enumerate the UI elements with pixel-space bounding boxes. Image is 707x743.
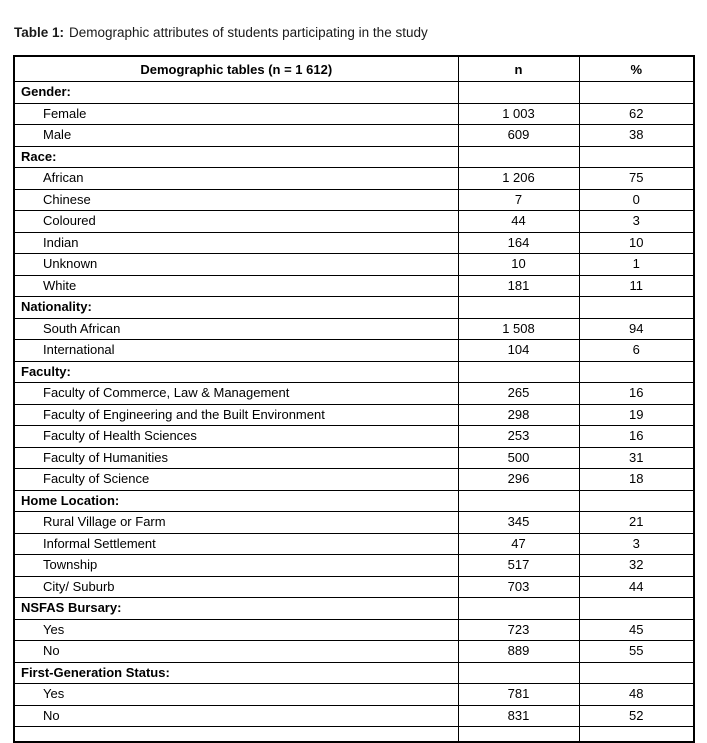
row-label: Male — [14, 125, 458, 147]
row-label: Faculty of Commerce, Law & Management — [14, 383, 458, 405]
row-label: Rural Village or Farm — [14, 512, 458, 534]
row-percent-value — [579, 490, 694, 512]
row-n-value: 1 003 — [458, 103, 579, 125]
table-body — [14, 82, 694, 743]
row-percent-value: 38 — [579, 125, 694, 147]
row-label: NSFAS Bursary: — [14, 598, 458, 620]
row-label: No — [14, 641, 458, 663]
row-n-value — [458, 490, 579, 512]
row-percent-value: 52 — [579, 705, 694, 727]
row-percent-value: 11 — [579, 275, 694, 297]
row-percent-value: 31 — [579, 447, 694, 469]
row-label: Faculty of Engineering and the Built Environment — [14, 404, 458, 426]
table-row — [14, 576, 694, 598]
table-row — [14, 705, 694, 727]
row-n-value — [458, 598, 579, 620]
table-row — [14, 684, 694, 706]
row-label: Yes — [14, 619, 458, 641]
row-n-value — [458, 727, 579, 743]
row-label: Faculty of Science — [14, 469, 458, 491]
row-percent-value: 1 — [579, 254, 694, 276]
row-n-value: 265 — [458, 383, 579, 405]
partial-clipped-row — [14, 727, 694, 743]
table-row — [14, 232, 694, 254]
row-percent-value: 62 — [579, 103, 694, 125]
table-row — [14, 533, 694, 555]
row-label: International — [14, 340, 458, 362]
row-n-value: 500 — [458, 447, 579, 469]
row-percent-value: 45 — [579, 619, 694, 641]
row-label: City/ Suburb — [14, 576, 458, 598]
row-n-value: 164 — [458, 232, 579, 254]
section-row — [14, 82, 694, 104]
row-label: Informal Settlement — [14, 533, 458, 555]
row-n-value: 831 — [458, 705, 579, 727]
row-n-value: 298 — [458, 404, 579, 426]
row-percent-value: 18 — [579, 469, 694, 491]
row-n-value — [458, 297, 579, 319]
row-percent-value: 21 — [579, 512, 694, 534]
table-row — [14, 426, 694, 448]
table-row — [14, 168, 694, 190]
column-header-n: n — [458, 56, 579, 82]
row-label: Race: — [14, 146, 458, 168]
row-percent-value: 32 — [579, 555, 694, 577]
row-n-value: 7 — [458, 189, 579, 211]
row-label: Female — [14, 103, 458, 125]
table-row — [14, 103, 694, 125]
row-label: Indian — [14, 232, 458, 254]
table-row — [14, 469, 694, 491]
row-percent-value: 94 — [579, 318, 694, 340]
row-label: Home Location: — [14, 490, 458, 512]
row-percent-value: 55 — [579, 641, 694, 663]
row-n-value — [458, 146, 579, 168]
row-n-value: 47 — [458, 533, 579, 555]
row-label: Township — [14, 555, 458, 577]
table-row — [14, 125, 694, 147]
row-label: Chinese — [14, 189, 458, 211]
row-label: South African — [14, 318, 458, 340]
row-label: Unknown — [14, 254, 458, 276]
row-percent-value — [579, 361, 694, 383]
table-row — [14, 318, 694, 340]
row-percent-value: 3 — [579, 211, 694, 233]
section-row — [14, 361, 694, 383]
row-n-value: 44 — [458, 211, 579, 233]
row-percent-value: 3 — [579, 533, 694, 555]
row-percent-value — [579, 297, 694, 319]
row-percent-value: 10 — [579, 232, 694, 254]
row-percent-value — [579, 662, 694, 684]
row-n-value — [458, 82, 579, 104]
table-caption-text: Demographic attributes of students participating in the study — [69, 24, 428, 40]
row-label: Faculty of Humanities — [14, 447, 458, 469]
row-percent-value: 16 — [579, 383, 694, 405]
row-label: First-Generation Status: — [14, 662, 458, 684]
row-n-value: 703 — [458, 576, 579, 598]
table-row — [14, 641, 694, 663]
section-row — [14, 146, 694, 168]
row-label: Gender: — [14, 82, 458, 104]
row-n-value: 296 — [458, 469, 579, 491]
row-percent-value: 75 — [579, 168, 694, 190]
row-label — [14, 727, 458, 743]
row-label: Faculty of Health Sciences — [14, 426, 458, 448]
row-n-value: 781 — [458, 684, 579, 706]
row-n-value: 181 — [458, 275, 579, 297]
row-n-value — [458, 662, 579, 684]
row-label: Faculty: — [14, 361, 458, 383]
row-n-value: 10 — [458, 254, 579, 276]
row-percent-value: 16 — [579, 426, 694, 448]
row-n-value: 889 — [458, 641, 579, 663]
table-caption — [14, 25, 428, 40]
table-row — [14, 383, 694, 405]
section-row — [14, 598, 694, 620]
row-percent-value: 48 — [579, 684, 694, 706]
table-row — [14, 404, 694, 426]
table-row — [14, 189, 694, 211]
table-row — [14, 512, 694, 534]
row-n-value: 1 508 — [458, 318, 579, 340]
table-caption-label: Table 1: — [14, 24, 65, 40]
row-label: Yes — [14, 684, 458, 706]
row-percent-value — [579, 146, 694, 168]
row-n-value: 723 — [458, 619, 579, 641]
section-row — [14, 662, 694, 684]
row-percent-value: 44 — [579, 576, 694, 598]
table-row — [14, 555, 694, 577]
table-row — [14, 447, 694, 469]
row-percent-value: 19 — [579, 404, 694, 426]
row-n-value: 517 — [458, 555, 579, 577]
demographics-table — [13, 55, 695, 743]
row-label: Coloured — [14, 211, 458, 233]
table-row — [14, 211, 694, 233]
row-label: White — [14, 275, 458, 297]
row-percent-value: 6 — [579, 340, 694, 362]
row-n-value: 253 — [458, 426, 579, 448]
table-row — [14, 340, 694, 362]
row-n-value: 1 206 — [458, 168, 579, 190]
row-percent-value — [579, 82, 694, 104]
row-label: No — [14, 705, 458, 727]
row-label: Nationality: — [14, 297, 458, 319]
row-percent-value: 0 — [579, 189, 694, 211]
row-percent-value — [579, 727, 694, 743]
table-row — [14, 619, 694, 641]
section-row — [14, 297, 694, 319]
row-percent-value — [579, 598, 694, 620]
row-label: African — [14, 168, 458, 190]
row-n-value — [458, 361, 579, 383]
header-row — [14, 56, 694, 82]
table-row — [14, 275, 694, 297]
table-row — [14, 254, 694, 276]
row-n-value: 345 — [458, 512, 579, 534]
column-header-demographic-tables: Demographic tables (n = 1 612) — [14, 56, 458, 82]
column-header-percent: % — [579, 56, 694, 82]
row-n-value: 609 — [458, 125, 579, 147]
row-n-value: 104 — [458, 340, 579, 362]
section-row — [14, 490, 694, 512]
